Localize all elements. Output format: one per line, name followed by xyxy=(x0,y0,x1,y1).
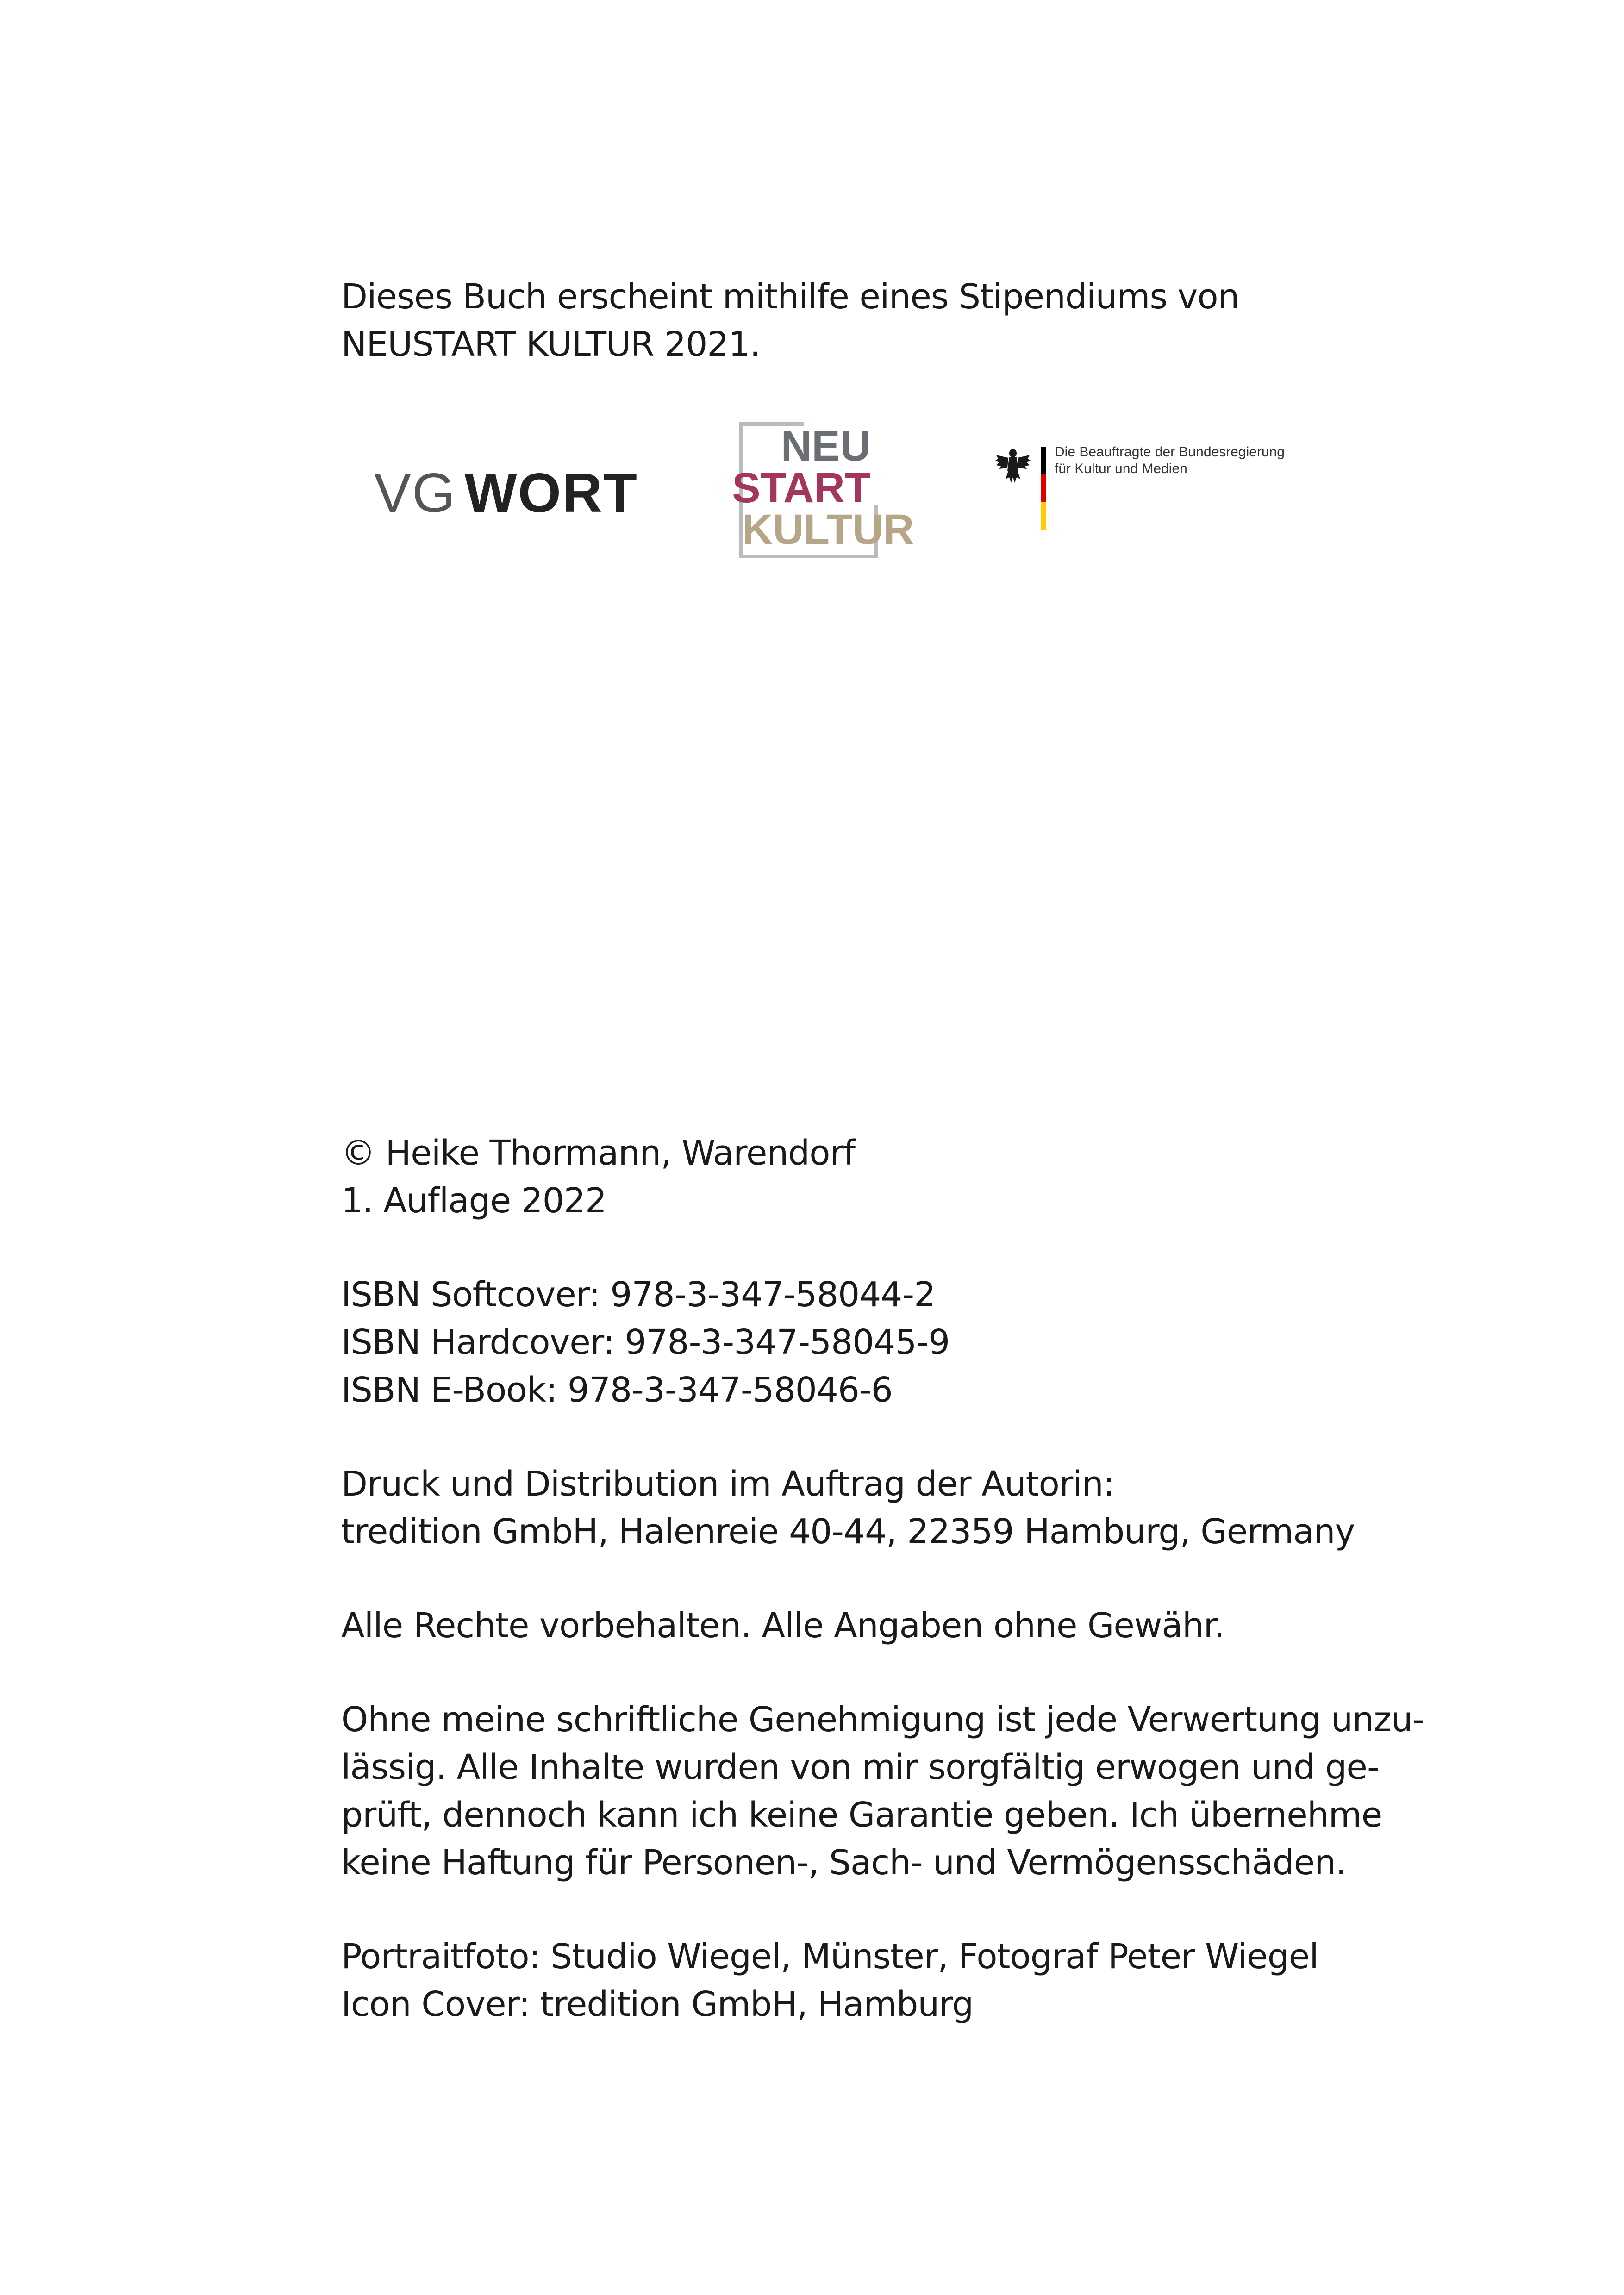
credits-icon-cover: Icon Cover: tredition GmbH, Hamburg xyxy=(341,1984,974,2024)
credits-block xyxy=(341,1933,1350,2028)
disclaimer-line-1: Ohne meine schriftliche Genehmigung ist jede Verwertung unzu- xyxy=(341,1700,1424,1740)
copyright-block xyxy=(341,1129,1350,1225)
bkm-caption xyxy=(1055,444,1285,477)
edition-line: 1. Auflage 2022 xyxy=(341,1181,606,1221)
vg-wort-logo-part1: VG xyxy=(374,462,456,524)
federal-eagle-icon xyxy=(994,447,1031,486)
disclaimer-block xyxy=(341,1696,1424,1887)
copyright-line: © Heike Thormann, Warendorf xyxy=(341,1133,856,1173)
bkm-logo xyxy=(994,442,1300,535)
print-block xyxy=(341,1460,1355,1556)
neustart-word-kultur: KULTUR xyxy=(742,506,914,553)
disclaimer-line-4: keine Haftung für Personen-, Sach- und Vermögensschäden. xyxy=(341,1843,1346,1883)
isbn-block xyxy=(341,1271,1350,1414)
print-line-2: tredition GmbH, Halenreie 40-44, 22359 Hamburg, Germany xyxy=(341,1512,1355,1552)
disclaimer-line-3: prüft, dennoch kann ich keine Garantie geben. Ich übernehme xyxy=(341,1795,1382,1835)
bkm-caption-line-2: für Kultur und Medien xyxy=(1055,461,1187,476)
neustart-kultur-logo xyxy=(732,422,914,558)
german-flag-bar xyxy=(1041,447,1046,530)
funding-line-2: NEUSTART KULTUR 2021. xyxy=(341,324,760,364)
neustart-word-start: START xyxy=(732,464,871,511)
funding-note xyxy=(341,273,1350,368)
funding-line-1: Dieses Buch erscheint mithilfe eines Stipendiums von xyxy=(341,277,1239,317)
credits-photo: Portraitfoto: Studio Wiegel, Münster, Fotograf Peter Wiegel xyxy=(341,1937,1318,1977)
vg-wort-logo xyxy=(374,461,638,525)
print-line-1: Druck und Distribution im Auftrag der Autorin: xyxy=(341,1464,1114,1504)
disclaimer-line-2: lässig. Alle Inhalte wurden von mir sorgfältig erwogen und ge- xyxy=(341,1747,1379,1787)
bkm-caption-line-1: Die Beauftragte der Bundesregierung xyxy=(1055,444,1285,460)
rights-line: Alle Rechte vorbehalten. Alle Angaben ohne Gewähr. xyxy=(341,1606,1224,1646)
imprint-text xyxy=(341,1129,1424,2075)
isbn-hardcover: ISBN Hardcover: 978-3-347-58045-9 xyxy=(341,1322,950,1362)
vg-wort-logo-part2: WORT xyxy=(464,462,638,524)
rights-block xyxy=(341,1602,1350,1650)
neustart-word-neu: NEU xyxy=(781,423,871,470)
isbn-softcover: ISBN Softcover: 978-3-347-58044-2 xyxy=(341,1275,936,1315)
isbn-ebook: ISBN E-Book: 978-3-347-58046-6 xyxy=(341,1370,893,1410)
